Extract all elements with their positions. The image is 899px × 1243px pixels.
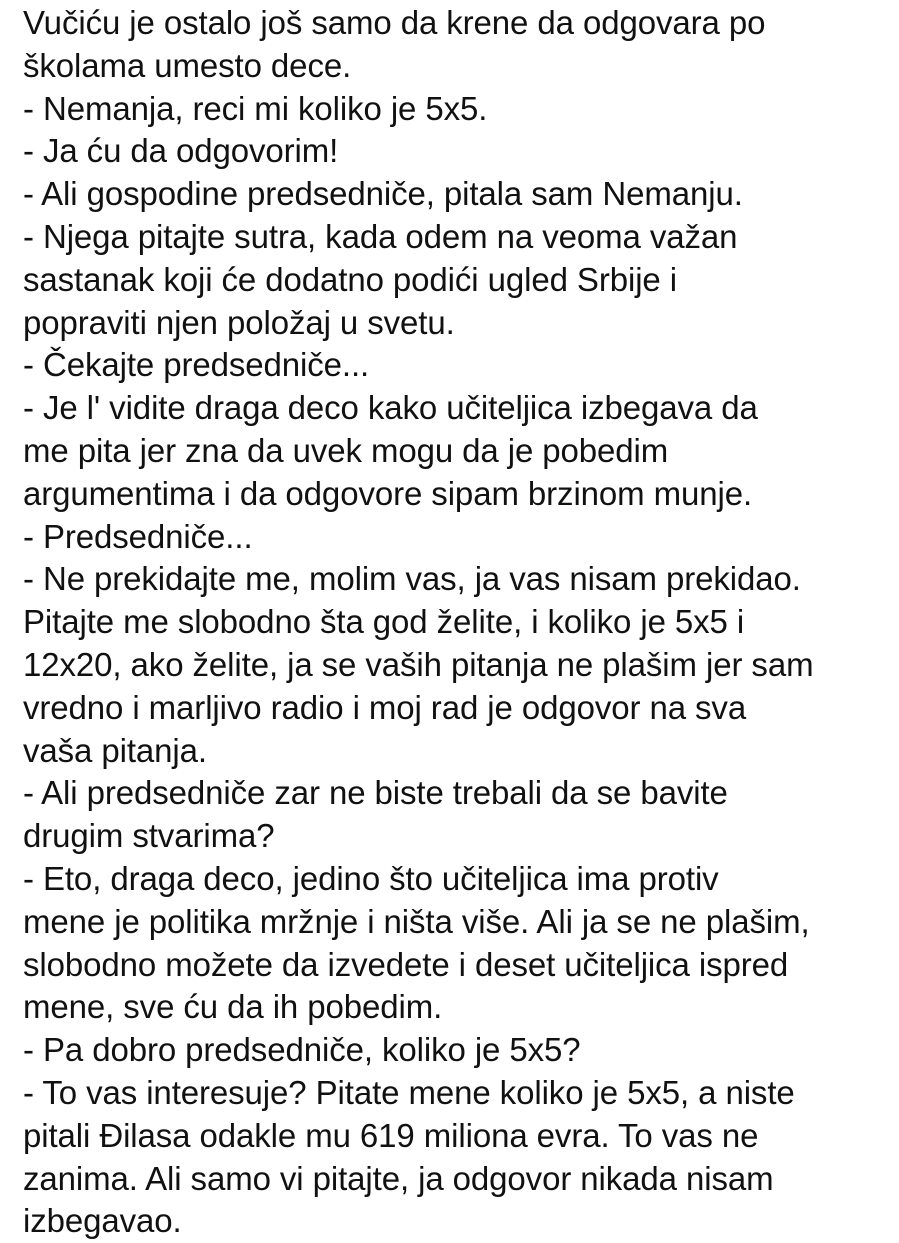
text-line: - Ne prekidajte me, molim vas, ja vas nisam prekidao. [23,560,801,598]
text-line: - Predsedniče... [23,517,253,555]
text-line: izbegavao. [23,1202,182,1240]
post-text [23,2,893,1243]
text-line: popraviti njen položaj u svetu. [23,303,455,341]
text-line: vaša pitanja. [23,731,207,769]
text-line: pitali Đilasa odakle mu 619 miliona evra. To vas ne [23,1116,759,1154]
text-line: argumentima i da odgovore sipam brzinom munje. [23,474,753,512]
text-line: - Eto, draga deco, jedino što učiteljica ima protiv [23,859,719,897]
text-line: - Njega pitajte sutra, kada odem na veoma važan [23,217,738,255]
text-line: me pita jer zna da uvek mogu da je pobedim [23,431,669,469]
text-line: 12x20, ako želite, ja se vaših pitanja ne plašim jer sam [23,645,814,683]
text-line: drugim stvarima? [23,817,275,855]
text-line: zanima. Ali samo vi pitajte, ja odgovor nikada nisam [23,1159,774,1197]
text-line: sastanak koji će dodatno podići ugled Srbije i [23,260,677,298]
text-line: - To vas interesuje? Pitate mene koliko je 5x5, a niste [23,1073,795,1111]
text-line: - Pa dobro predsedniče, koliko je 5x5? [23,1031,581,1069]
text-line: vredno i marljivo radio i moj rad je odgovor na sva [23,688,747,726]
text-line: Vučiću je ostalo još samo da krene da odgovara po [23,4,766,41]
text-line: - Ja ću da odgovorim! [23,132,339,170]
text-line: slobodno možete da izvedete i deset učiteljica ispred [23,945,789,983]
text-line: - Nemanja, reci mi koliko je 5x5. [23,89,488,127]
text-line: mene, sve ću da ih pobedim. [23,988,443,1026]
text-line: - Čekajte predsedniče... [23,346,370,384]
text-line: - Je l' vidite draga deco kako učiteljica izbegava da [23,389,758,427]
text-line: mene je politika mržnje i ništa više. Ali ja se ne plašim, [23,902,810,940]
text-line: školama umesto dece. [23,46,352,84]
text-line: - Ali gospodine predsedniče, pitala sam Nemanju. [23,175,743,213]
text-line: - Ali predsedniče zar ne biste trebali da se bavite [23,774,728,812]
text-line: Pitajte me slobodno šta god želite, i koliko je 5x5 i [23,603,745,641]
